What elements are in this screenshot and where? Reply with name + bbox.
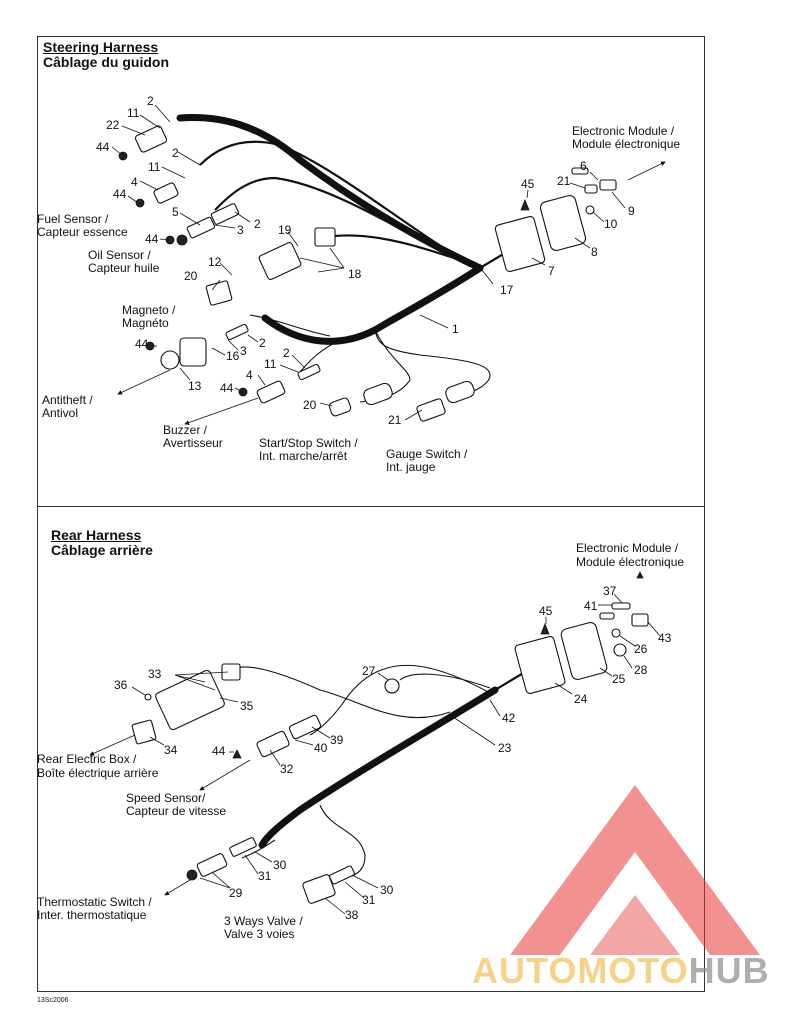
callout-13: 13 (188, 379, 202, 393)
label-oil-sensor-en: Oil Sensor / (88, 248, 151, 262)
label-speed-fr: Capteur de vitesse (126, 804, 227, 818)
watermark-part2: HUB (688, 950, 770, 991)
callout-37: 37 (603, 584, 617, 598)
callout-2: 2 (259, 336, 266, 350)
callout-43: 43 (658, 631, 672, 645)
label-gauge-fr: Int. jauge (386, 460, 436, 474)
watermark-part1: AUTOMOTO (472, 950, 689, 991)
callout-22: 22 (106, 118, 120, 132)
callout-11: 11 (127, 106, 140, 120)
callout-34: 34 (164, 743, 178, 757)
label-fuel-sensor-fr: Capteur essence (37, 225, 128, 239)
callout-31: 31 (362, 893, 376, 907)
callout-18: 20 (184, 269, 198, 283)
label-antitheft-en: Antitheft / (42, 393, 93, 407)
callout-3: 3 (240, 344, 247, 358)
callout-12: 12 (208, 255, 222, 269)
callout-6: 6 (580, 159, 587, 173)
rear-title-en: Rear Harness (51, 527, 142, 543)
callout-17: 19 (278, 223, 292, 237)
callout-44: 44 (96, 140, 110, 154)
callout-45: 45 (539, 604, 553, 618)
callout-36: 36 (114, 678, 128, 692)
callout-33: 33 (148, 667, 162, 681)
callout-20: 20 (303, 398, 317, 412)
callout-23: 23 (498, 741, 512, 755)
callout-2: 2 (254, 217, 261, 231)
callout-9: 9 (628, 204, 635, 218)
callout-26: 26 (634, 642, 648, 656)
label-buzzer-fr: Avertisseur (163, 436, 223, 450)
label-electronic-module-fr: Module électronique (572, 137, 681, 151)
callout-1: 1 (452, 322, 459, 336)
label-rear-box-fr: Boîte électrique arrière (37, 766, 159, 780)
figure-code: 13Sc2006 (37, 997, 69, 1004)
callout-27: 27 (362, 664, 376, 678)
callout-32: 32 (280, 762, 294, 776)
callout-3: 3 (237, 223, 244, 237)
rear-title-fr: Câblage arrière (51, 542, 153, 558)
callout-21: 21 (388, 413, 402, 427)
steering-leaders (112, 105, 665, 424)
label-magneto-en: Magneto / (122, 303, 176, 317)
callout-16: 18 (348, 267, 362, 281)
callout-25: 25 (612, 672, 626, 686)
label-electronic-module-en: Electronic Module / (576, 541, 679, 555)
callout-19: 21 (557, 174, 571, 188)
callout-40: 40 (314, 741, 328, 755)
label-gauge-en: Gauge Switch / (386, 447, 468, 461)
callout-28: 28 (634, 663, 648, 677)
label-startstop-en: Start/Stop Switch / (259, 436, 358, 450)
callout-2: 2 (172, 146, 179, 160)
callout-10: 10 (604, 217, 618, 231)
callout-30: 30 (380, 883, 394, 897)
callout-30: 30 (273, 858, 287, 872)
callout-44: 44 (145, 232, 159, 246)
label-electronic-module-fr: Module électronique (576, 555, 685, 569)
callout-31: 31 (258, 869, 272, 883)
label-valve-en: 3 Ways Valve / (224, 914, 303, 928)
callout-44: 44 (212, 744, 226, 758)
label-antitheft-fr: Antivol (42, 406, 79, 420)
label-speed-en: Speed Sensor/ (126, 791, 206, 805)
callout-35: 35 (240, 699, 254, 713)
callout-41: 41 (584, 599, 598, 613)
label-thermo-fr: Inter. thermostatique (37, 908, 147, 922)
callout-11: 11 (148, 160, 161, 174)
callout-15: 17 (500, 283, 514, 297)
callout-8: 8 (591, 245, 598, 259)
callout-14: 16 (226, 349, 240, 363)
callout-11: 11 (264, 357, 277, 371)
callout-4: 4 (246, 368, 253, 382)
callout-2: 2 (147, 94, 154, 108)
watermark-text (472, 950, 770, 992)
label-startstop-fr: Int. marche/arrêt (259, 449, 348, 463)
label-magneto-fr: Magnéto (122, 316, 169, 330)
label-valve-fr: Valve 3 voies (224, 927, 295, 941)
callout-5: 5 (172, 205, 179, 219)
steering-title-en: Steering Harness (43, 39, 159, 55)
callout-24: 24 (574, 692, 588, 706)
steering-callouts (96, 94, 635, 427)
callout-7: 7 (548, 264, 555, 278)
callout-44: 44 (135, 337, 149, 351)
callout-29: 29 (229, 886, 243, 900)
callout-39: 39 (330, 733, 344, 747)
callout-38: 38 (345, 908, 359, 922)
label-oil-sensor-fr: Capteur huile (88, 261, 160, 275)
label-rear-box-en: Rear Electric Box / (37, 752, 137, 766)
callout-42: 42 (502, 711, 516, 725)
callout-44: 44 (113, 187, 127, 201)
label-buzzer-en: Buzzer / (163, 423, 208, 437)
label-fuel-sensor-en: Fuel Sensor / (37, 212, 109, 226)
label-electronic-module-en: Electronic Module / (572, 124, 675, 138)
callout-4: 4 (131, 175, 138, 189)
callout-2: 2 (283, 346, 290, 360)
steering-title-fr: Câblage du guidon (43, 54, 169, 70)
label-thermo-en: Thermostatic Switch / (37, 895, 152, 909)
callout-45: 45 (521, 177, 535, 191)
callout-44: 44 (220, 381, 234, 395)
